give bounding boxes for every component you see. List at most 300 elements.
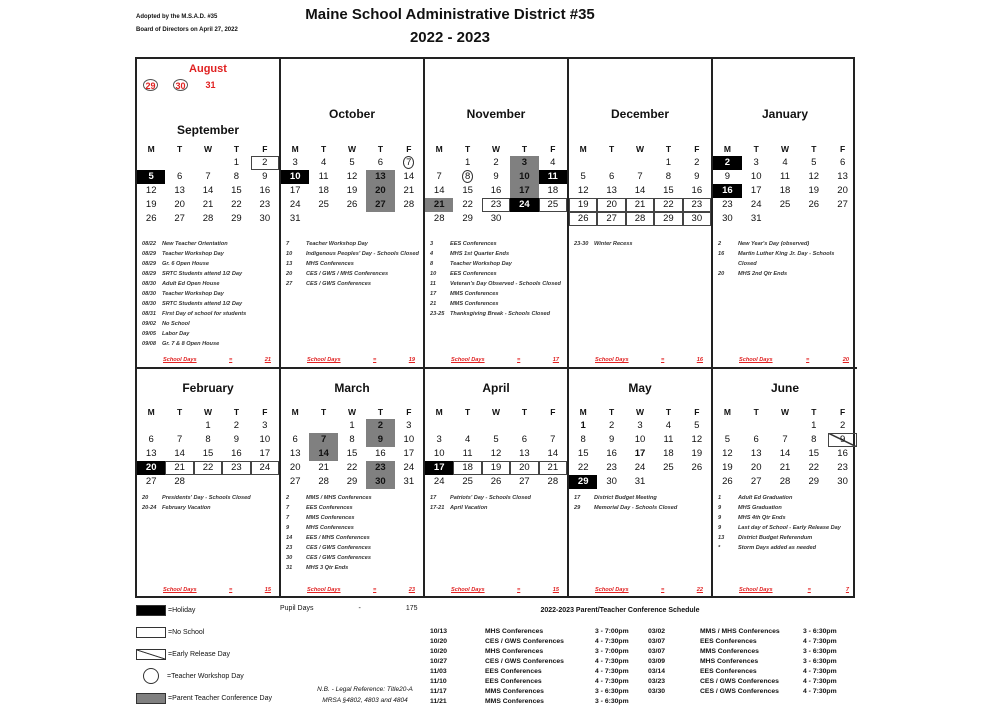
note-text: MHS 1st Quarter Ends (450, 251, 510, 257)
day-number: 7 (782, 434, 788, 445)
day-cell (425, 419, 453, 433)
noschool-day-cell (539, 461, 567, 475)
conference-time: 3 - 7:00pm (595, 648, 629, 655)
month-notes (142, 493, 276, 513)
day-number: 31 (634, 476, 646, 487)
day-cell (137, 447, 165, 461)
month-notes (430, 239, 564, 319)
day-cell (395, 475, 423, 489)
day-number: 10 (519, 171, 530, 182)
week-row (713, 419, 857, 433)
day-number: 1 (665, 157, 672, 168)
conference-time: 3 - 6:30pm (803, 628, 837, 635)
school-days-label: School Days (451, 587, 485, 593)
day-cell (281, 212, 309, 226)
conference-schedule-title: 2022-2023 Parent/Teacher Conference Schedule (540, 607, 700, 614)
day-cell (453, 184, 481, 198)
day-number: 1 (205, 420, 211, 431)
note-date: 23-25 (430, 311, 445, 317)
note-item (718, 239, 854, 249)
day-number: 27 (289, 476, 301, 487)
conference-row (648, 677, 863, 687)
note-text: CES / GWS / MHS Conferences (306, 271, 389, 277)
day-number: 21 (779, 462, 791, 473)
school-days-count (595, 586, 703, 594)
day-number: 29 (663, 213, 674, 224)
day-number: 8 (580, 434, 586, 445)
school-days-value: 15 (552, 587, 559, 593)
conference-time: 4 - 7:30pm (803, 638, 837, 645)
note-text: First Day of school for students (162, 311, 247, 317)
day-cell: 31 (205, 80, 216, 90)
note-item (430, 259, 564, 269)
day-cell (771, 475, 800, 489)
month-title: October (328, 107, 375, 121)
day-number: 29 (346, 476, 358, 487)
school-days-equals: = (373, 587, 377, 593)
day-number: 30 (490, 213, 502, 224)
day-cell (742, 433, 771, 447)
conference-name: MMS / MHS Conferences (700, 628, 780, 635)
day-number: 29 (231, 213, 242, 224)
note-item (718, 523, 854, 533)
day-cell (654, 461, 682, 475)
day-number: 17 (750, 185, 762, 196)
conference-date: 11/17 (430, 688, 447, 695)
week-row (569, 433, 711, 447)
day-cell (654, 475, 682, 489)
day-cell (338, 475, 366, 489)
day-number: 14 (318, 448, 329, 459)
month-days (713, 405, 857, 489)
month-days (425, 142, 567, 226)
note-text: Teacher Workshop Day (450, 261, 512, 267)
day-number: 28 (547, 476, 559, 487)
weekday-header: F (406, 407, 412, 417)
day-cell (338, 156, 366, 170)
noschool-day-cell (165, 461, 193, 475)
conference-row (430, 687, 645, 697)
conference-name: CES / GWS Conferences (485, 658, 564, 665)
day-cell (137, 212, 165, 226)
weekday-header: T (753, 144, 759, 154)
weekday-header: T (609, 407, 615, 417)
weekday-header: W (636, 144, 645, 154)
school-days-label: School Days (595, 357, 629, 363)
day-number: 22 (663, 199, 674, 210)
week-row (425, 184, 567, 198)
school-days-value: 23 (408, 587, 415, 593)
day-cell (771, 198, 800, 212)
note-text: District Budget Referendum (738, 535, 813, 541)
day-number: 10 (289, 171, 301, 182)
weekday-header: T (665, 407, 672, 417)
day-number: 10 (433, 448, 445, 459)
day-cell (482, 419, 510, 433)
note-item (574, 239, 708, 249)
day-number: 11 (318, 171, 329, 182)
conference-date: 03/14 (648, 668, 666, 675)
day-number: 2 (493, 157, 499, 168)
day-cell (828, 170, 857, 184)
day-number: 20 (375, 185, 386, 196)
day-number: 16 (259, 185, 271, 196)
week-row (137, 170, 279, 184)
note-date: 8 (430, 261, 434, 267)
note-text: MMS Conferences (306, 515, 355, 521)
note-text: MHS 2nd Qtr Ends (738, 271, 788, 277)
day-number: 24 (750, 199, 762, 210)
note-date: 08/29 (142, 271, 156, 277)
noschool-day-cell (654, 198, 682, 212)
note-date: 08/30 (142, 281, 156, 287)
note-item (286, 269, 420, 279)
noschool-day-cell (222, 461, 250, 475)
noschool-day-cell (597, 212, 625, 226)
day-number: 18 (663, 448, 674, 459)
day-number: 16 (231, 448, 242, 459)
day-cell (395, 447, 423, 461)
day-cell (597, 156, 625, 170)
noschool-day-cell (251, 156, 279, 170)
day-cell (395, 170, 423, 184)
day-number: 25 (462, 476, 473, 487)
day-cell (194, 212, 222, 226)
weekday-header: M (579, 144, 587, 154)
day-cell (626, 419, 654, 433)
day-cell (251, 184, 279, 198)
note-date: 10 (286, 251, 293, 257)
weekday-header: T (377, 407, 384, 417)
month-title: September (176, 123, 240, 137)
note-text: District Budget Meeting (594, 495, 657, 501)
note-text: MHS Conferences (306, 525, 354, 531)
legend-item-noschool (136, 624, 204, 640)
noschool-day-cell (569, 198, 597, 212)
day-number: 26 (346, 199, 358, 210)
noschool-day-cell (626, 212, 654, 226)
note-date: 09/02 (142, 321, 156, 327)
day-number: 9 (724, 171, 731, 182)
pupil-days-label: Pupil Days (280, 605, 314, 612)
holiday-day-cell (137, 461, 165, 475)
note-item (142, 329, 276, 339)
school-days-equals: = (517, 587, 521, 593)
note-date: * (718, 545, 721, 551)
day-number: 30 (606, 476, 617, 487)
note-item (286, 279, 420, 289)
conf-swatch-icon (136, 693, 166, 704)
school-days-equals: = (806, 357, 810, 363)
note-text: Thanksgiving Break - Schools Closed (450, 311, 551, 317)
day-cell (309, 198, 337, 212)
day-cell (309, 170, 337, 184)
note-date: 1 (718, 495, 722, 501)
weekday-header-row (281, 142, 423, 156)
day-cell (713, 461, 742, 475)
day-number: 15 (462, 185, 473, 196)
day-cell (654, 447, 682, 461)
holiday-day-cell (713, 184, 742, 198)
day-cell (626, 170, 654, 184)
day-cell (683, 170, 711, 184)
weekday-header: M (723, 407, 731, 417)
noschool-day-cell (539, 198, 567, 212)
conference-row (430, 697, 645, 707)
weekday-header: W (348, 144, 357, 154)
day-cell (742, 184, 771, 198)
conference-name: CES / GWS Conferences (700, 678, 779, 685)
day-cell (799, 156, 828, 170)
day-number: 29 (577, 476, 589, 487)
note-item (286, 493, 420, 503)
day-cell (771, 461, 800, 475)
conference-name: MMS Conferences (485, 688, 544, 695)
day-cell (338, 212, 366, 226)
note-date: 7 (286, 515, 290, 521)
day-number: 25 (663, 462, 674, 473)
month-panel-march (281, 369, 425, 598)
day-number: 12 (490, 448, 502, 459)
day-cell (713, 212, 742, 226)
week-row (281, 419, 423, 433)
day-cell (742, 156, 771, 170)
day-number: 5 (349, 157, 355, 168)
day-number: 4 (464, 434, 471, 445)
day-number: 16 (691, 185, 703, 196)
note-item (142, 239, 276, 249)
day-cell (222, 184, 250, 198)
day-cell (137, 184, 165, 198)
conference-row (648, 647, 863, 657)
conference-row (648, 637, 863, 647)
day-number: 16 (490, 185, 502, 196)
day-cell (453, 156, 481, 170)
day-number: 9 (839, 434, 846, 445)
note-date: 30 (286, 555, 293, 561)
day-cell (395, 433, 423, 447)
note-item (430, 493, 564, 503)
day-number: 24 (634, 462, 646, 473)
day-number: 18 (318, 185, 329, 196)
note-text: EES Conferences (306, 505, 353, 511)
note-date: 23-30 (574, 241, 589, 247)
workshop-day-cell (395, 156, 423, 170)
day-number: 19 (490, 462, 502, 473)
day-number: 22 (346, 462, 358, 473)
day-number: 26 (808, 199, 820, 210)
day-number: 1 (811, 420, 817, 431)
day-cell (713, 198, 742, 212)
day-cell (222, 212, 250, 226)
day-cell (626, 475, 654, 489)
day-cell (771, 212, 800, 226)
day-cell (453, 447, 481, 461)
note-item (718, 543, 854, 553)
day-cell (626, 184, 654, 198)
weekday-header: F (839, 407, 846, 417)
day-cell (281, 461, 309, 475)
holiday-swatch-icon (136, 605, 166, 616)
month-notes (718, 493, 854, 553)
day-cell (251, 447, 279, 461)
day-cell (771, 433, 800, 447)
weekday-header: W (492, 144, 501, 154)
day-cell (742, 198, 771, 212)
conf-day-cell (366, 419, 394, 433)
note-text: Adult Ed Open House (162, 281, 220, 287)
weekday-header: F (262, 144, 268, 154)
note-date: 20-24 (142, 505, 157, 511)
day-number: 28 (202, 213, 214, 224)
note-text: Teacher Workshop Day (306, 241, 368, 247)
day-number: 27 (750, 476, 762, 487)
legend-item-workshop (136, 668, 244, 684)
day-cell (338, 170, 366, 184)
day-cell (482, 156, 510, 170)
day-number: 6 (839, 157, 846, 168)
day-cell (510, 419, 538, 433)
day-cell (742, 447, 771, 461)
day-number: 7 (436, 171, 442, 182)
day-cell (799, 433, 828, 447)
workshop-swatch-icon (143, 668, 159, 684)
day-number: 7 (205, 171, 211, 182)
day-number: 14 (547, 448, 559, 459)
day-number: 2 (233, 420, 240, 431)
note-date: 08/31 (142, 311, 156, 317)
day-number: 21 (634, 199, 646, 210)
day-number: 21 (403, 185, 415, 196)
early-swatch-icon (136, 649, 166, 660)
week-row (137, 212, 279, 226)
day-cell (482, 184, 510, 198)
conference-date: 10/20 (430, 648, 448, 655)
day-number: 8 (205, 434, 211, 445)
month-notes (142, 239, 276, 349)
day-cell (597, 475, 625, 489)
day-number: 13 (375, 171, 386, 182)
note-item (142, 259, 276, 269)
legend-item-conf (136, 690, 272, 706)
day-number: 13 (837, 171, 848, 182)
weekday-header: W (492, 407, 501, 417)
note-date: 7 (286, 505, 290, 511)
day-number: 7 (550, 434, 556, 445)
day-number: 23 (231, 462, 242, 473)
note-item (286, 523, 420, 533)
note-date: 3 (430, 241, 434, 247)
week-row (713, 170, 857, 184)
day-cell (395, 419, 423, 433)
conf-day-cell (366, 461, 394, 475)
note-text: Teacher Workshop Day (162, 251, 224, 257)
note-item (430, 299, 564, 309)
day-number: 17 (259, 448, 271, 459)
note-date: 23 (286, 545, 293, 551)
week-row (137, 461, 279, 475)
day-cell (165, 475, 193, 489)
day-number: 14 (779, 448, 791, 459)
day-cell (799, 475, 828, 489)
conference-row (430, 627, 645, 637)
day-cell (828, 475, 857, 489)
note-date: 20 (286, 271, 293, 277)
note-text: Storm Days added as needed (738, 545, 817, 551)
day-number: 31 (403, 476, 415, 487)
holiday-day-cell (713, 156, 742, 170)
day-cell (137, 419, 165, 433)
day-cell (281, 156, 309, 170)
note-date: 9 (286, 525, 290, 531)
week-row (569, 156, 711, 170)
note-date: 14 (286, 535, 293, 541)
conference-date: 10/27 (430, 658, 448, 665)
school-days-equals: = (661, 587, 665, 593)
month-panel-may (569, 369, 713, 598)
day-cell (222, 433, 250, 447)
day-number: 15 (663, 185, 674, 196)
day-number: 18 (779, 185, 791, 196)
day-number: 20 (174, 199, 185, 210)
weekday-header-row (281, 405, 423, 419)
month-panel-november (425, 59, 569, 369)
day-number: 22 (231, 199, 242, 210)
note-text: Presidents' Day - Schools Closed (162, 495, 251, 501)
day-number: 3 (292, 157, 298, 168)
day-cell (482, 433, 510, 447)
note-text: April Vacation (450, 505, 488, 511)
week-row (569, 170, 711, 184)
day-cell (222, 419, 250, 433)
day-cell (309, 156, 337, 170)
day-number: 2 (377, 420, 384, 431)
day-cell (539, 419, 567, 433)
conf-day-cell (309, 447, 337, 461)
day-cell (799, 461, 828, 475)
week-row (137, 156, 279, 170)
note-text: Adult Ed Graduation (738, 495, 793, 501)
weekday-header: T (465, 407, 471, 417)
note-date: 08/22 (142, 241, 156, 247)
day-cell (251, 170, 279, 184)
note-text: MHS 4th Qtr Ends (738, 515, 786, 521)
day-number: 22 (462, 199, 473, 210)
month-days (569, 405, 711, 489)
conference-name: EES Conferences (485, 668, 542, 675)
day-cell (251, 212, 279, 226)
note-text: EES Conferences (450, 271, 497, 277)
day-number: 14 (202, 185, 214, 196)
day-cell (771, 184, 800, 198)
day-number: 15 (231, 185, 242, 196)
day-cell (683, 461, 711, 475)
holiday-day-cell (539, 170, 567, 184)
day-cell (799, 170, 828, 184)
pupil-days-value: 175 (405, 605, 418, 612)
day-number: 23 (606, 462, 617, 473)
note-date: 31 (286, 565, 293, 571)
week-row (425, 447, 567, 461)
workshop-day-circle: 29 (143, 79, 158, 91)
day-number: 25 (547, 199, 559, 210)
day-cell (654, 170, 682, 184)
week-row (569, 447, 711, 461)
day-number: 9 (377, 434, 384, 445)
day-number: 26 (490, 476, 502, 487)
note-item (142, 289, 276, 299)
day-cell (539, 156, 567, 170)
